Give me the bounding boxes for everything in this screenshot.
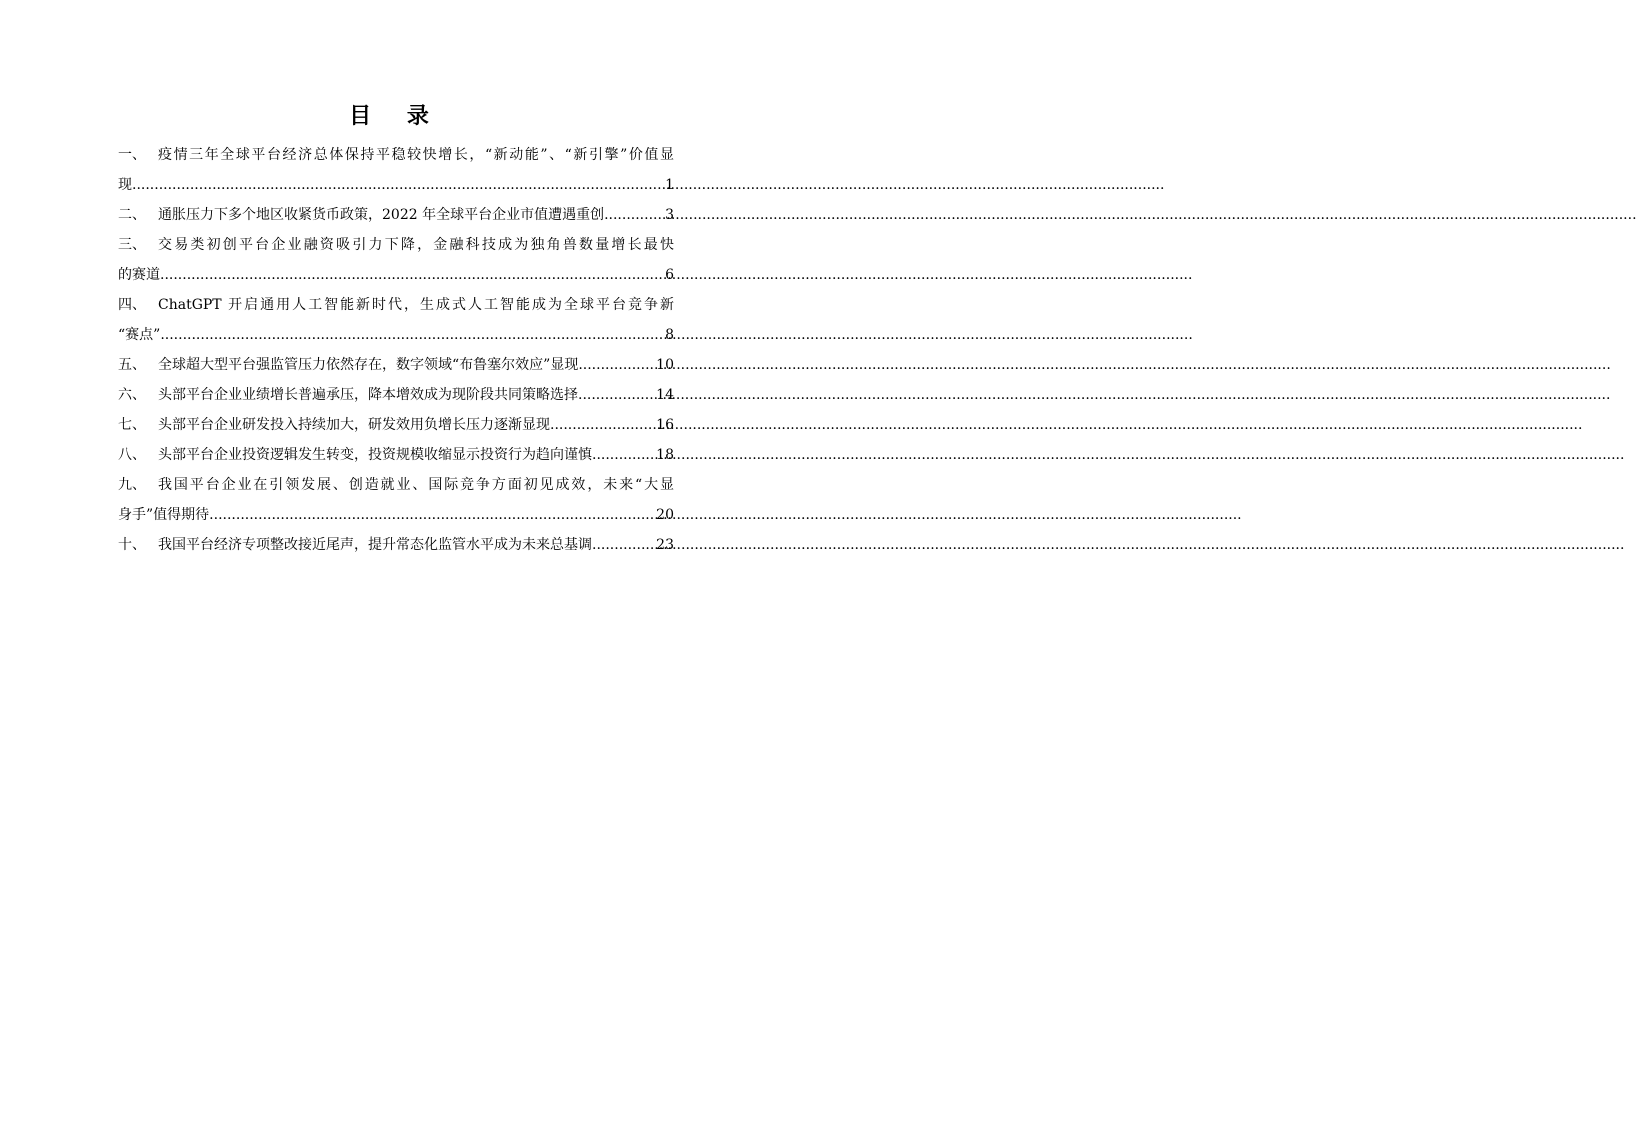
toc-entry-title-continued: “赛点” xyxy=(118,327,161,343)
toc-entry-number: 六、 xyxy=(118,387,146,403)
toc-leader-dots xyxy=(550,410,656,440)
toc-entry-title: 通胀压力下多个地区收紧货币政策，2022 年全球平台企业市值遭遇重创 xyxy=(158,207,605,223)
toc-leader-dots xyxy=(578,380,656,410)
toc-entry-number: 三、 xyxy=(118,237,146,253)
toc-page-number: 6 xyxy=(665,267,674,283)
toc-entry-5[interactable] xyxy=(118,350,674,380)
toc-page-number: 14 xyxy=(656,387,674,403)
toc-entry-number: 九、 xyxy=(118,477,146,493)
toc-entry-title: 全球超大型平台强监管压力依然存在，数字领域“布鲁塞尔效应”显现 xyxy=(158,357,579,373)
toc-entry-title: 头部平台企业业绩增长普遍承压，降本增效成为现阶段共同策略选择 xyxy=(158,387,578,403)
toc-entry-title: 我国平台企业在引领发展、创造就业、国际竞争方面初见成效，未来“大显 xyxy=(158,477,674,493)
toc-entry-number: 一、 xyxy=(118,147,146,163)
table-of-contents xyxy=(118,140,674,560)
toc-entry-number: 四、 xyxy=(118,297,146,313)
toc-entry-1[interactable] xyxy=(118,140,674,200)
toc-entry-7[interactable] xyxy=(118,410,674,440)
toc-entry-8[interactable] xyxy=(118,440,674,470)
toc-page-number: 1 xyxy=(665,177,674,193)
toc-entry-number: 十、 xyxy=(118,537,146,553)
toc-page-number: 10 xyxy=(656,357,674,373)
toc-entry-title: 头部平台企业研发投入持续加大，研发效用负增长压力逐渐显现 xyxy=(158,417,550,433)
toc-entry-title-continued: 的赛道 xyxy=(118,267,160,283)
toc-entry-title: 我国平台经济专项整改接近尾声，提升常态化监管水平成为未来总基调 xyxy=(158,537,592,553)
toc-entry-2[interactable] xyxy=(118,200,674,230)
toc-leader-dots xyxy=(132,170,665,200)
toc-page-number: 23 xyxy=(656,537,674,553)
toc-leader-dots xyxy=(604,200,665,230)
toc-entry-3[interactable] xyxy=(118,230,674,290)
toc-entry-number: 七、 xyxy=(118,417,146,433)
toc-leader-dots xyxy=(578,350,656,380)
toc-entry-title: 头部平台企业投资逻辑发生转变，投资规模收缩显示投资行为趋向谨慎 xyxy=(158,447,592,463)
toc-entry-title: 交易类初创平台企业融资吸引力下降，金融科技成为独角兽数量增长最快 xyxy=(158,237,674,253)
toc-entry-6[interactable] xyxy=(118,380,674,410)
toc-entry-title-continued: 现 xyxy=(118,177,132,193)
toc-entry-number: 二、 xyxy=(118,207,146,223)
toc-entry-10[interactable] xyxy=(118,530,674,560)
toc-entry-title: ChatGPT 开启通用人工智能新时代，生成式人工智能成为全球平台竞争新 xyxy=(158,297,674,313)
toc-page-number: 3 xyxy=(665,207,674,223)
toc-leader-dots xyxy=(209,500,656,530)
page-title: 目 录 xyxy=(349,104,443,129)
toc-leader-dots xyxy=(160,320,665,350)
toc-page-number: 16 xyxy=(656,417,674,433)
toc-leader-dots xyxy=(592,440,656,470)
toc-entry-title: 疫情三年全球平台经济总体保持平稳较快增长，“新动能”、“新引擎”价值显 xyxy=(158,147,674,163)
toc-entry-number: 五、 xyxy=(118,357,146,373)
toc-page-number: 20 xyxy=(656,507,674,523)
toc-leader-dots xyxy=(160,260,665,290)
toc-entry-number: 八、 xyxy=(118,447,146,463)
toc-leader-dots xyxy=(592,530,656,560)
toc-page-number: 18 xyxy=(656,447,674,463)
toc-page-number: 8 xyxy=(665,327,674,343)
toc-entry-title-continued: 身手”值得期待 xyxy=(118,507,210,523)
toc-entry-4[interactable] xyxy=(118,290,674,350)
toc-entry-9[interactable] xyxy=(118,470,674,530)
